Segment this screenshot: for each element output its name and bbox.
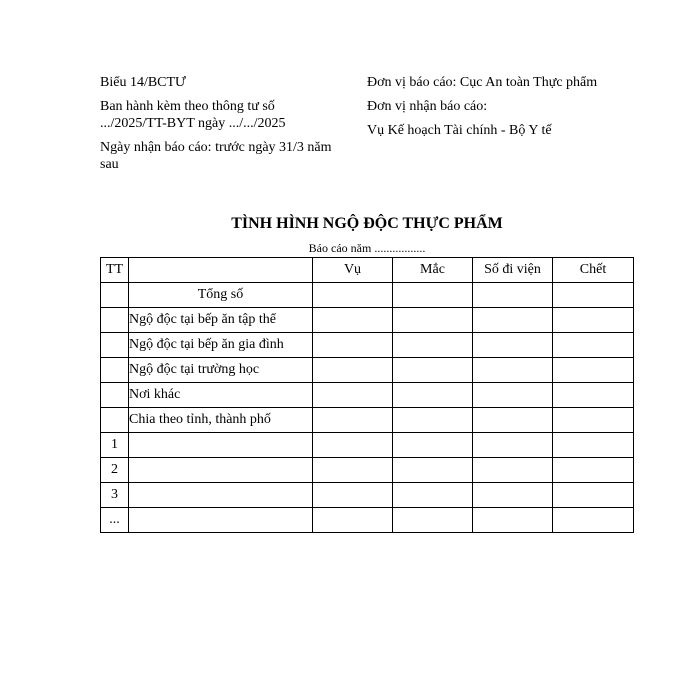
- cell-affected[interactable]: [393, 383, 473, 408]
- cell-cases[interactable]: [313, 383, 393, 408]
- form-code: Biểu 14/BCTƯ: [100, 75, 186, 90]
- cell-cases[interactable]: [313, 358, 393, 383]
- row-number: 1: [101, 433, 129, 458]
- row-number: [101, 383, 129, 408]
- row-label: Chia theo tỉnh, thành phố: [129, 408, 313, 433]
- cell-cases[interactable]: [313, 408, 393, 433]
- cell-deaths[interactable]: [553, 408, 634, 433]
- header-left: [100, 74, 355, 173]
- row-label-total: Tổng số: [129, 283, 313, 308]
- table-row: [101, 308, 634, 333]
- row-label[interactable]: [129, 483, 313, 508]
- cell-affected[interactable]: [393, 333, 473, 358]
- row-label[interactable]: [129, 458, 313, 483]
- report-year-line: Báo cáo năm .................: [308, 241, 426, 255]
- cell-deaths[interactable]: [553, 283, 634, 308]
- cell-hospitalized[interactable]: [473, 383, 553, 408]
- row-number: ...: [101, 508, 129, 533]
- table-row: [101, 408, 634, 433]
- cell-deaths[interactable]: [553, 308, 634, 333]
- cell-cases[interactable]: [313, 333, 393, 358]
- cell-deaths[interactable]: [553, 358, 634, 383]
- receiving-unit: Vụ Kế hoạch Tài chính - Bộ Y tế: [367, 123, 552, 138]
- row-label[interactable]: [129, 508, 313, 533]
- cell-affected[interactable]: [393, 358, 473, 383]
- cell-hospitalized[interactable]: [473, 458, 553, 483]
- row-label: Ngộ độc tại trường học: [129, 358, 313, 383]
- cell-cases[interactable]: [313, 458, 393, 483]
- cell-hospitalized[interactable]: [473, 333, 553, 358]
- cell-deaths[interactable]: [553, 483, 634, 508]
- row-label: Nơi khác: [129, 383, 313, 408]
- cell-deaths[interactable]: [553, 458, 634, 483]
- header-right: [367, 74, 637, 139]
- receiving-unit-label: Đơn vị nhận báo cáo:: [367, 99, 488, 114]
- table-row: [101, 383, 634, 408]
- table-row: [101, 333, 634, 358]
- cell-affected[interactable]: [393, 508, 473, 533]
- row-number: [101, 358, 129, 383]
- table-row: [101, 433, 634, 458]
- food-poisoning-table: [100, 257, 634, 533]
- table-row: [101, 358, 634, 383]
- cell-cases[interactable]: [313, 433, 393, 458]
- cell-affected[interactable]: [393, 308, 473, 333]
- row-label[interactable]: [129, 433, 313, 458]
- col-header-cases: Vụ: [313, 258, 393, 283]
- receive-date-line-1: Ngày nhận báo cáo: trước ngày 31/3 năm: [100, 140, 332, 155]
- issued-by-line-1: Ban hành kèm theo thông tư số: [100, 99, 275, 114]
- cell-deaths[interactable]: [553, 333, 634, 358]
- col-header-deaths: Chết: [553, 258, 634, 283]
- cell-deaths[interactable]: [553, 433, 634, 458]
- issued-by-line-2: .../2025/TT-BYT ngày .../.../2025: [100, 116, 286, 131]
- cell-affected[interactable]: [393, 483, 473, 508]
- table-row: [101, 483, 634, 508]
- cell-hospitalized[interactable]: [473, 508, 553, 533]
- table-row: [101, 508, 634, 533]
- table-row: [101, 283, 634, 308]
- col-header-label: [129, 258, 313, 283]
- cell-deaths[interactable]: [553, 508, 634, 533]
- cell-affected[interactable]: [393, 408, 473, 433]
- row-number: 3: [101, 483, 129, 508]
- reporting-unit: Đơn vị báo cáo: Cục An toàn Thực phẩm: [367, 75, 598, 90]
- row-label: Ngộ độc tại bếp ăn tập thể: [129, 308, 313, 333]
- cell-deaths[interactable]: [553, 383, 634, 408]
- col-header-hospitalized: Số đi viện: [473, 258, 553, 283]
- table-header-row: [101, 258, 634, 283]
- cell-hospitalized[interactable]: [473, 308, 553, 333]
- cell-cases[interactable]: [313, 308, 393, 333]
- col-header-tt: TT: [101, 258, 129, 283]
- row-number: [101, 308, 129, 333]
- cell-hospitalized[interactable]: [473, 358, 553, 383]
- row-number: [101, 283, 129, 308]
- cell-cases[interactable]: [313, 283, 393, 308]
- cell-affected[interactable]: [393, 458, 473, 483]
- col-header-affected: Mắc: [393, 258, 473, 283]
- table-row: [101, 458, 634, 483]
- document-title: TÌNH HÌNH NGỘ ĐỘC THỰC PHẨM: [231, 215, 503, 232]
- cell-hospitalized[interactable]: [473, 408, 553, 433]
- cell-cases[interactable]: [313, 483, 393, 508]
- row-label: Ngộ độc tại bếp ăn gia đình: [129, 333, 313, 358]
- row-number: [101, 408, 129, 433]
- row-number: [101, 333, 129, 358]
- receive-date-line-2: sau: [100, 157, 119, 172]
- cell-affected[interactable]: [393, 433, 473, 458]
- row-number: 2: [101, 458, 129, 483]
- cell-cases[interactable]: [313, 508, 393, 533]
- cell-hospitalized[interactable]: [473, 433, 553, 458]
- cell-hospitalized[interactable]: [473, 283, 553, 308]
- cell-hospitalized[interactable]: [473, 483, 553, 508]
- cell-affected[interactable]: [393, 283, 473, 308]
